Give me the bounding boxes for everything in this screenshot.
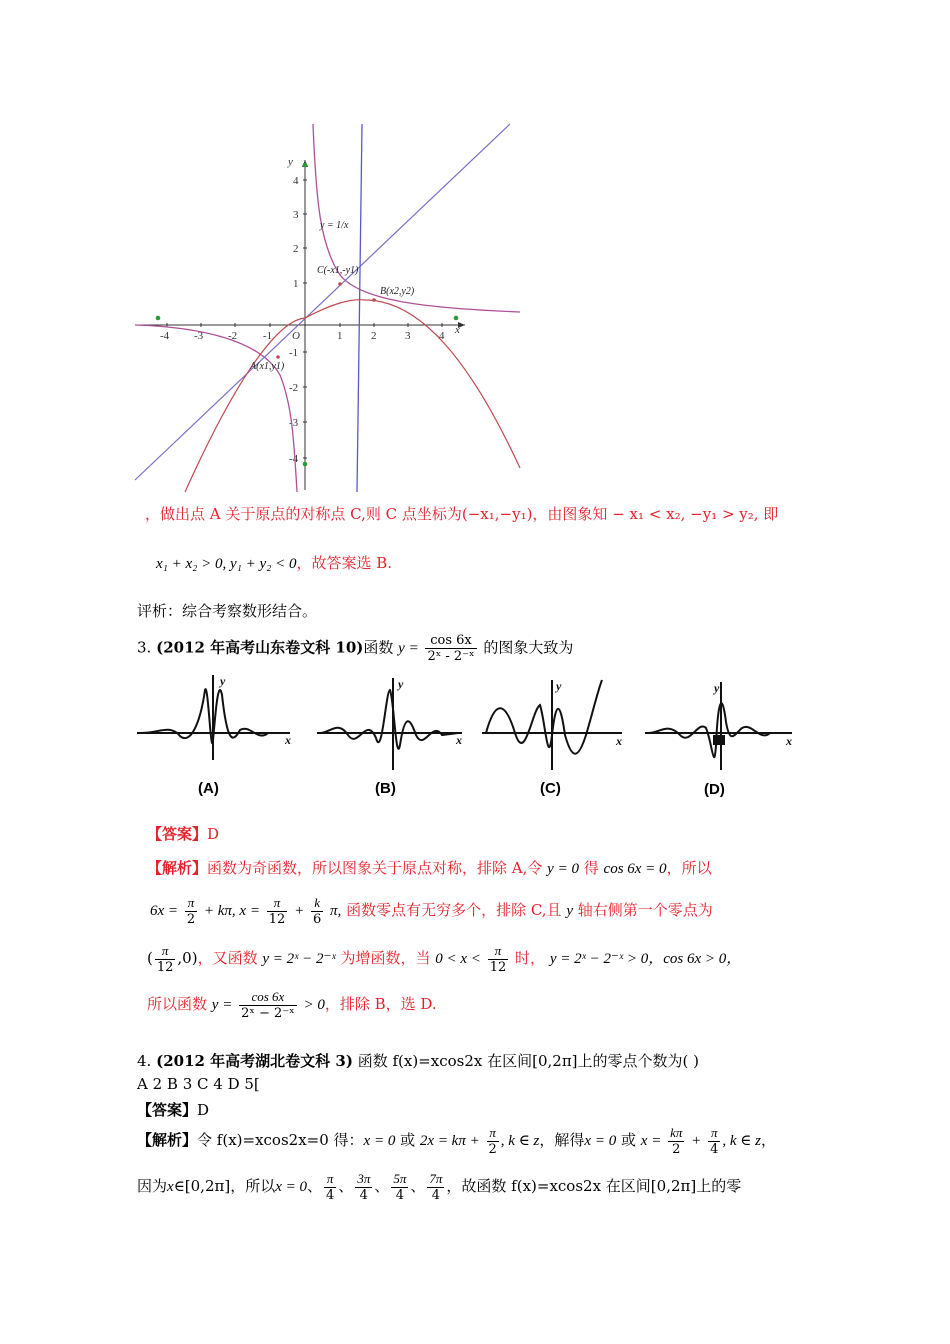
comment-text: 评析：综合考察数形结合。 bbox=[137, 602, 318, 620]
ytick-label: 2 bbox=[293, 243, 299, 255]
xtick-label: 3 bbox=[405, 330, 411, 342]
point-b-label: B(x2,y2) bbox=[380, 286, 415, 297]
q4-analysis-line1: 【解析】令 f(x)=xcos2x=0 得：x = 0 或 2x = kπ + $\frac{\pi}{2}$ , k ∈ z，解得x = 0 或 x = $\frac{k\pi}{2}$ + $\frac{\pi}{4}$ , k ∈ z， bbox=[137, 1125, 776, 1157]
sol2-line2-text: ，故答案选 B. bbox=[296, 554, 393, 572]
ytick-label: 4 bbox=[293, 175, 299, 187]
axis-x-b: x bbox=[456, 733, 462, 747]
q3-answer-value: D bbox=[207, 825, 220, 843]
option-a-label: (A) bbox=[198, 780, 219, 797]
q3-stem bbox=[137, 633, 573, 664]
graph-option-c bbox=[486, 680, 602, 754]
q4-stem: 4. (2012 年高考湖北卷文科 3) 函数 f(x)=xcos2x 在区间[0,2π]上的零点个数为( ) bbox=[137, 1052, 700, 1070]
xtick-label: -3 bbox=[194, 330, 204, 342]
option-c-label: (C) bbox=[540, 780, 561, 797]
sol2-line2 bbox=[156, 552, 392, 573]
q3-analysis-line3: ( $\frac{\pi}{12}$ ,0)，又函数 y = 2ˣ − 2⁻ˣ 为增函数，当 0 < x < $\frac{\pi}{12}$ 时， y = 2ˣ − 2⁻ˣ > 0，cos 6x > 0， bbox=[147, 943, 742, 975]
q4-analysis-line2: 因为x∈[0,2π]，所以x = 0、 $\frac{\pi}{4}$ 、 $\frac{3\pi}{4}$ 、 $\frac{5\pi}{4}$ 、 $\frac{7\pi}{4}$ ，故函数 f(x)=xcos2x 在区间[0,2π]上的零 bbox=[137, 1171, 742, 1203]
q4-choices: A 2 B 3 C 4 D 5[ bbox=[137, 1075, 260, 1093]
sol2-line1 bbox=[145, 503, 778, 524]
axis-y-a: y bbox=[220, 674, 226, 688]
hyperbola-branch-right bbox=[313, 124, 520, 312]
q3-analysis-line4: 所以函数 y = $\frac{\cos 6x}{\text{2ˣ − 2⁻ˣ}}$ > 0，排除 B，选 D. bbox=[147, 989, 437, 1021]
point-a-label: A(x1,y1) bbox=[250, 361, 285, 372]
line-through-origin bbox=[135, 124, 510, 480]
q3-source: (2012 年高考山东卷文科 10) bbox=[156, 638, 364, 657]
option-d-label: (D) bbox=[704, 781, 725, 798]
xtick-label: 2 bbox=[371, 330, 377, 342]
q3-analysis-line2: 6x = $\frac{\pi}{2}$ + kπ, x = $\frac{\pi}{12}$ + $\frac{k}{6}$ π, 函数零点有无穷多个，排除 C,且 y 轴右侧第一个零点为 bbox=[150, 895, 713, 927]
axis-y-b: y bbox=[398, 677, 404, 691]
x-axis-label: x bbox=[455, 324, 460, 336]
q3-analysis-line1: 【解析】函数为奇函数，所以图象关于原点对称，排除 A,令 y = 0 得 cos 6x = 0，所以 bbox=[147, 859, 712, 877]
ytick-label: -3 bbox=[289, 417, 299, 429]
origin-label: O bbox=[292, 330, 300, 342]
q3-suffix: 的图象大致为 bbox=[483, 638, 574, 657]
q3-prefix: 函数 bbox=[363, 638, 394, 657]
ytick-label: 3 bbox=[293, 209, 299, 221]
ytick-label: -1 bbox=[289, 347, 299, 359]
vertical-line bbox=[357, 124, 362, 492]
graph-option-d bbox=[648, 703, 788, 757]
sol2-line1-text: ，做出点 A 关于原点的对称点 C,则 C 点坐标为(−x₁,−y₁)，由图象知 − x₁ < x₂, −y₁ > y₂, 即 bbox=[145, 505, 779, 523]
axis-y-c: y bbox=[556, 679, 562, 693]
axis-x-d: x bbox=[786, 734, 792, 748]
parabola bbox=[185, 300, 520, 492]
q3-func-fraction: $\frac{\cos 6x}{\text{2ˣ - 2⁻ˣ}}$ bbox=[427, 633, 475, 664]
graph-hyperbola-parabola bbox=[130, 118, 530, 500]
q3-number: 3. bbox=[137, 638, 152, 657]
comment bbox=[137, 600, 317, 621]
xtick-label: 4 bbox=[439, 330, 445, 342]
q3-answer bbox=[147, 823, 219, 844]
option-b-label: (B) bbox=[375, 780, 396, 797]
xtick-label: 1 bbox=[337, 330, 343, 342]
axis-y-d: y bbox=[714, 681, 720, 695]
axis-x-a: x bbox=[285, 733, 291, 747]
q3-answer-tag: 【答案】 bbox=[147, 825, 208, 843]
ytick-label: -4 bbox=[289, 453, 299, 465]
y-axis-label: y bbox=[288, 156, 293, 168]
q4-answer: 【答案】D bbox=[137, 1101, 210, 1119]
xtick-label: -4 bbox=[160, 330, 170, 342]
sol2-line2-math: x₁ + x₂ > 0, y₁ + y₂ < 0 bbox=[156, 556, 297, 572]
ytick-label: -2 bbox=[289, 382, 299, 394]
graph-option-b bbox=[320, 690, 458, 749]
xtick-label: -2 bbox=[228, 330, 238, 342]
axis-x-c: x bbox=[616, 734, 622, 748]
ytick-label: 1 bbox=[293, 278, 299, 290]
point-c-label: C(-x1,-y1) bbox=[317, 265, 359, 276]
xtick-label: -1 bbox=[263, 330, 273, 342]
curve-label: y = 1/x bbox=[320, 220, 349, 231]
q3-func-lhs: y = bbox=[398, 640, 419, 657]
